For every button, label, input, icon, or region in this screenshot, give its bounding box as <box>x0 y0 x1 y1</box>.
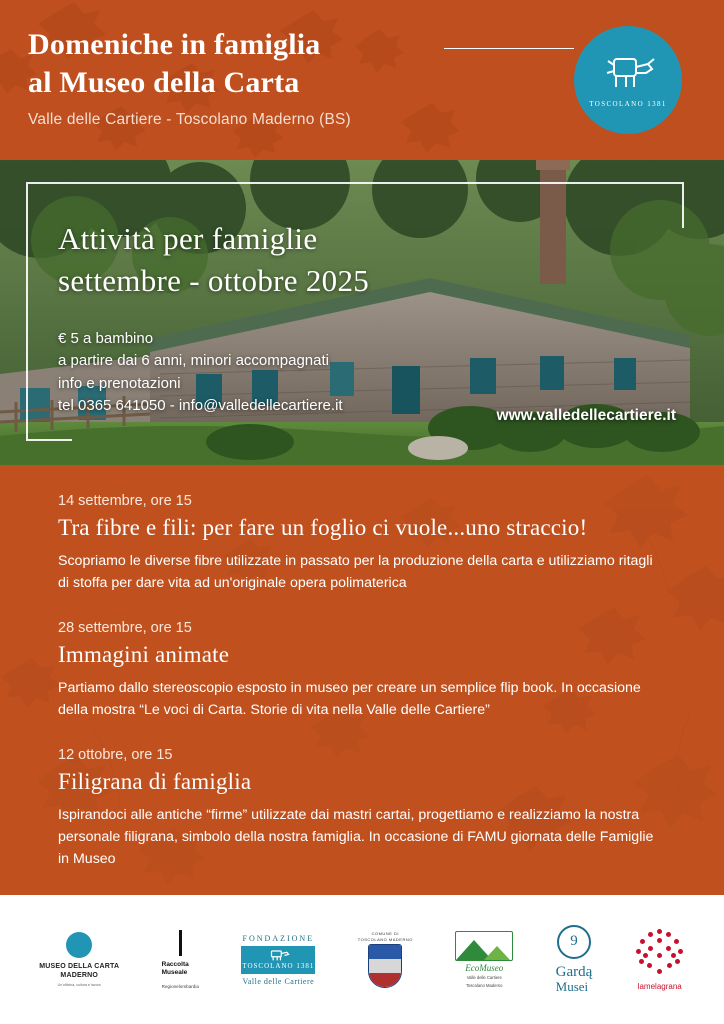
poster-header <box>0 0 724 160</box>
program-section <box>0 465 724 895</box>
logo-caption: TOSCOLANO 1381 <box>589 99 667 108</box>
website-url[interactable]: www.valledellecartiere.it <box>496 407 676 424</box>
poster-title-line2: al Museo della Carta <box>28 65 300 99</box>
fondazione-badge-text: TOSCOLANO 1381 <box>242 962 315 970</box>
raccolta-line3: Regionelombardia <box>161 984 199 990</box>
lion-icon <box>596 53 660 97</box>
header-text-block <box>28 26 351 129</box>
photo-heading-block <box>58 218 369 302</box>
comune-line1: COMUNE DI <box>371 930 399 936</box>
lion-icon <box>265 949 291 962</box>
header-divider-rule <box>444 48 574 49</box>
ecomuseo-line2: Valle delle Cartiere <box>466 974 502 980</box>
logo-garda-musei <box>556 925 593 994</box>
photo-info-block <box>58 328 343 417</box>
event-description: Ispirandoci alle antiche “firme” utilizzate dai mastri cartai, progettiamo e realizziamo la nostra personale filigrana, simbolo della nostra famiglia. In occasione di FAMU giornata delle Famiglie in Museo <box>58 807 654 867</box>
comune-line2: TOSCOLANO MADERNO <box>357 936 413 942</box>
price-line: € 5 a bambino <box>58 330 154 348</box>
event-title: Filigrana di famiglia <box>58 769 252 794</box>
event-title: Tra fibre e fili: per fare un foglio ci vuole...uno straccio! <box>58 515 588 540</box>
events-list <box>0 465 724 870</box>
logo-fondazione-valle-delle-cartiere <box>241 934 315 986</box>
logo-raccolta-museale <box>162 930 199 990</box>
fondazione-badge <box>241 946 315 974</box>
ecomuseo-mountain-icon <box>455 931 513 961</box>
logo-la-melagrana <box>635 929 685 991</box>
poster-title-line1: Domeniche in famiglia <box>28 28 321 61</box>
event-date: 14 settembre, ore 15 <box>58 493 192 509</box>
garda-ring-icon: 9 <box>557 925 591 959</box>
raccolta-line1: Raccolta <box>161 960 189 968</box>
photo-band <box>0 160 724 465</box>
footer-logo-bar <box>0 895 724 1024</box>
list-item <box>58 747 672 870</box>
contact-line: tel 0365 641050 - info@valledellecartiere.it <box>58 396 343 414</box>
ecomuseo-line3: Toscolano Maderno <box>465 982 503 988</box>
event-date: 12 ottobre, ore 15 <box>58 747 173 763</box>
museo-logo-line3: Un'officina, cultura e lavoro <box>57 983 101 988</box>
photo-heading-line1: Attività per famiglie <box>58 221 318 256</box>
event-date: 28 settembre, ore 15 <box>58 620 192 636</box>
event-description: Partiamo dallo stereoscopio esposto in museo per creare un semplice flip book. In occasione della mostra “Le voci di Carta. Storie di vita nella Valle delle Cartiere” <box>58 680 641 718</box>
comune-crest-icon <box>368 944 402 988</box>
raccolta-bar-icon <box>179 930 182 956</box>
age-line: a partire dai 6 anni, minori accompagnati <box>58 352 329 370</box>
melagrana-dots-icon <box>635 929 685 979</box>
photo-heading-line2: settembre - ottobre 2025 <box>58 262 370 298</box>
fondazione-line1: FONDAZIONE <box>242 933 315 943</box>
museo-logo-line2: MADERNO <box>60 972 98 979</box>
logo-comune-toscolano-maderno <box>358 931 413 988</box>
list-item <box>58 493 672 594</box>
list-item <box>58 620 672 721</box>
raccolta-line2: Museale <box>161 968 188 976</box>
garda-line2: Musei <box>555 978 589 994</box>
toscolano-1381-logo <box>574 26 682 134</box>
poster-subtitle: Valle delle Cartiere - Toscolano Maderno (BS) <box>28 111 351 128</box>
ecomuseo-line1: EcoMuseo <box>465 962 504 973</box>
fondazione-line2: Valle delle Cartiere <box>242 976 315 986</box>
logo-museo-della-carta <box>39 932 119 988</box>
logo-ecomuseo <box>455 931 513 989</box>
event-title: Immagini animate <box>58 642 230 667</box>
event-description: Scopriamo le diverse fibre utilizzate in passato per la produzione della carta e utilizziamo ritagli di stoffa per dare vita ad un'originale opera polimaterica <box>58 553 653 591</box>
melagrana-wordmark: lamelagrana <box>637 981 682 991</box>
museo-mark-icon <box>66 932 92 958</box>
booking-label: info e prenotazioni <box>58 374 181 392</box>
museo-logo-line1: MUSEO DELLA CARTA <box>39 962 120 970</box>
garda-line1: Gardą <box>555 963 593 980</box>
